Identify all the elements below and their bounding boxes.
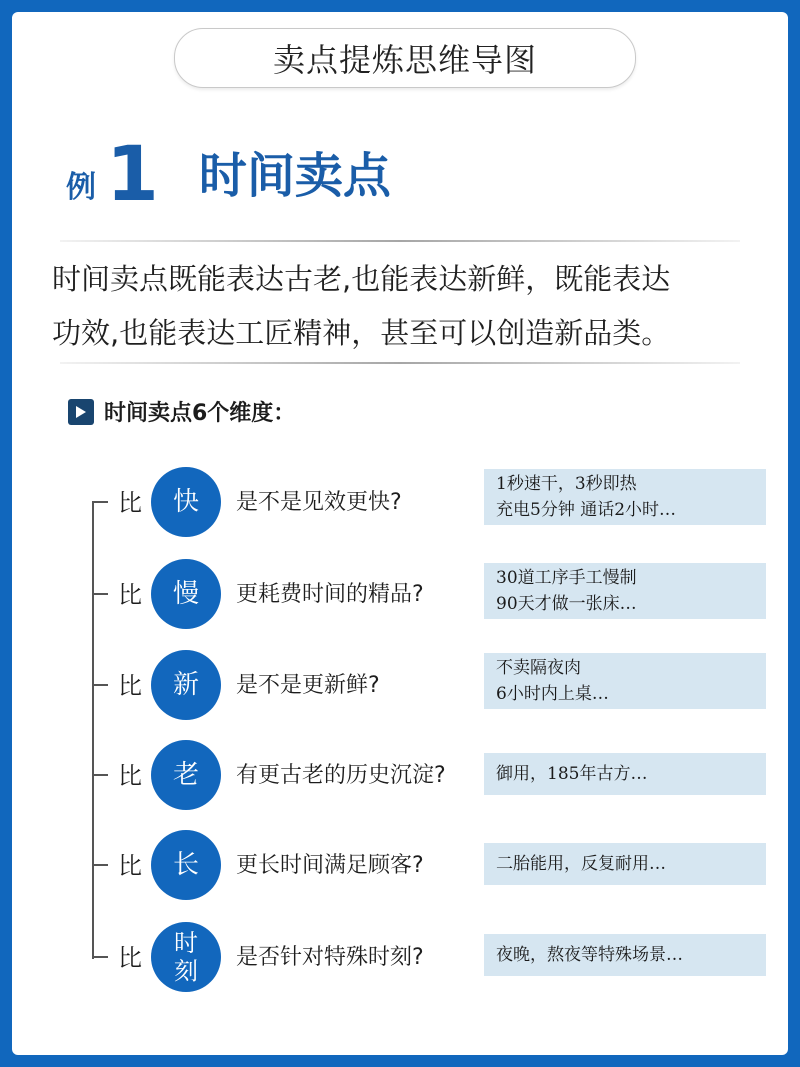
tree-branch xyxy=(92,593,108,595)
example-line: 不卖隔夜肉 xyxy=(496,658,581,678)
example-heading xyxy=(66,128,391,218)
example-line: 6小时内上桌… xyxy=(496,684,609,704)
dimension-row xyxy=(0,467,800,537)
dimension-row xyxy=(0,650,800,720)
dimension-circle: 时刻 xyxy=(151,922,221,992)
compare-label: 比 xyxy=(118,489,142,517)
dimension-question: 是不是见效更快? xyxy=(236,490,402,515)
compare-label: 比 xyxy=(118,852,142,880)
example-box xyxy=(484,469,766,525)
description-line: 时间卖点既能表达古老,也能表达新鲜，既能表达 xyxy=(52,262,671,296)
dimension-row xyxy=(0,740,800,810)
tree-branch xyxy=(92,864,108,866)
description xyxy=(52,252,762,360)
dimension-question: 是不是更新鲜? xyxy=(236,673,380,698)
example-line: 充电5分钟 通话2小时… xyxy=(496,500,677,520)
example-prefix: 例 xyxy=(66,170,96,205)
dimension-circle: 慢 xyxy=(151,559,221,629)
dimensions-heading xyxy=(68,396,295,427)
example-line: 二胎能用，反复耐用… xyxy=(496,854,666,874)
dimension-circle: 新 xyxy=(151,650,221,720)
example-line: 90天才做一张床… xyxy=(496,594,637,614)
dimension-circle: 长 xyxy=(151,830,221,900)
description-line: 功效,也能表达工匠精神，甚至可以创造新品类。 xyxy=(52,316,671,350)
divider-top xyxy=(60,240,740,242)
dimension-question: 更长时间满足顾客? xyxy=(236,853,424,878)
compare-label: 比 xyxy=(118,672,142,700)
tree-branch xyxy=(92,774,108,776)
dimension-circle: 老 xyxy=(151,740,221,810)
play-icon xyxy=(68,399,94,425)
example-box xyxy=(484,934,766,976)
example-box xyxy=(484,843,766,885)
example-box xyxy=(484,563,766,619)
example-number: 1 xyxy=(106,129,159,218)
compare-label: 比 xyxy=(118,762,142,790)
dimension-question: 有更古老的历史沉淀? xyxy=(236,763,446,788)
example-box xyxy=(484,653,766,709)
dimensions-heading-text: 时间卖点6个维度： xyxy=(104,401,296,426)
divider-bottom xyxy=(60,362,740,364)
tree-branch xyxy=(92,956,108,958)
example-line: 御用，185年古方… xyxy=(496,764,648,784)
example-box xyxy=(484,753,766,795)
dimension-circle: 快 xyxy=(151,467,221,537)
dimension-question: 更耗费时间的精品? xyxy=(236,582,424,607)
dimension-row xyxy=(0,830,800,900)
dimension-row xyxy=(0,922,800,992)
dimension-row xyxy=(0,559,800,629)
example-line: 夜晚，熬夜等特殊场景… xyxy=(496,945,683,965)
compare-label: 比 xyxy=(118,581,142,609)
compare-label: 比 xyxy=(118,944,142,972)
page-title: 卖点提炼思维导图 xyxy=(174,28,636,88)
example-line: 30道工序手工慢制 xyxy=(496,568,637,588)
tree-branch xyxy=(92,501,108,503)
dimension-question: 是否针对特殊时刻? xyxy=(236,945,424,970)
example-title: 时间卖点 xyxy=(198,148,391,204)
tree-branch xyxy=(92,684,108,686)
example-line: 1秒速干，3秒即热 xyxy=(496,474,637,494)
